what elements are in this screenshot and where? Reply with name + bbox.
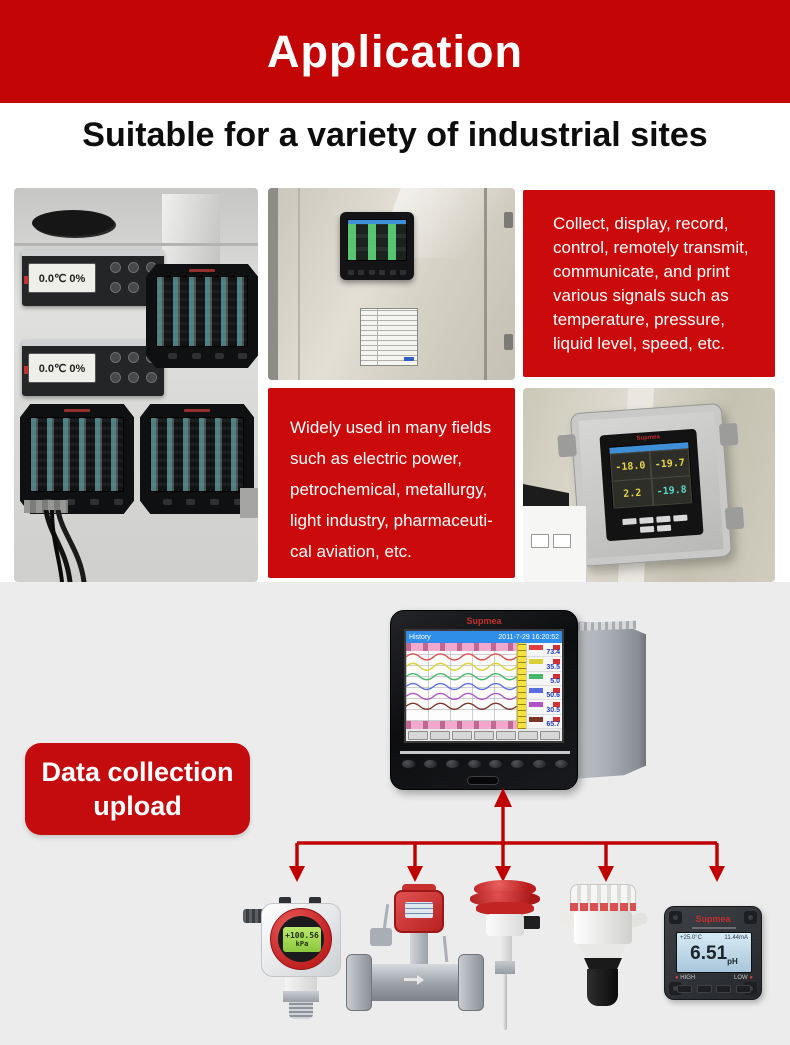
channel-value: 73.4 — [546, 649, 560, 657]
upload-line1: Data collection — [41, 757, 234, 787]
impulse-tube — [443, 936, 449, 962]
taper-section — [578, 944, 628, 958]
ph-display — [676, 932, 752, 973]
pressure-display — [283, 927, 321, 952]
flowmeter-head — [394, 890, 444, 933]
cables — [32, 510, 152, 582]
photo-wall-enclosure — [523, 388, 775, 582]
ph-buttons — [677, 985, 751, 993]
cable-coil — [32, 210, 114, 236]
strip-recorder-display: 0.0℃ 0% — [28, 353, 96, 383]
front-button — [401, 759, 416, 769]
enclosure-recorder-keys — [619, 514, 690, 534]
channel-value: 35.5 — [546, 663, 560, 671]
page-title: Application — [267, 25, 523, 77]
front-button — [467, 759, 482, 769]
channel-row — [527, 715, 562, 729]
high-label: HIGH — [680, 975, 696, 981]
brand-mark — [184, 409, 210, 412]
channel-row — [527, 686, 562, 700]
ph-unit: pH — [727, 956, 738, 966]
recorder-data-screen — [30, 417, 124, 492]
strip-recorder-2 — [22, 340, 164, 396]
chart-header-strip — [406, 643, 517, 651]
red-ring — [570, 903, 636, 911]
recorder-button — [110, 262, 121, 273]
strip-recorder-display: 0.0℃ 0% — [28, 263, 96, 293]
enclosure-recorder-screen — [608, 441, 693, 508]
brand-mark — [189, 269, 215, 272]
ph-button — [677, 985, 692, 993]
channel-color-tag — [529, 645, 543, 650]
touchscreen-recorder-3 — [140, 404, 254, 514]
thermocouple — [462, 880, 552, 1032]
brand-label: Supmea — [636, 434, 661, 442]
enclosure-recorder — [599, 429, 703, 542]
threaded-connector — [289, 1002, 313, 1019]
switch — [553, 534, 571, 548]
panel-seam — [298, 188, 300, 380]
process-neck — [285, 977, 317, 991]
wall-switch-box — [523, 506, 587, 582]
reading-value: -19.7 — [649, 448, 690, 479]
channel-color-tag — [529, 702, 543, 707]
screen-titlebar — [406, 631, 562, 643]
metal-plate — [162, 194, 220, 276]
door-seam — [484, 188, 487, 380]
recorder-button — [146, 372, 157, 383]
panel-recorder-screen — [347, 219, 407, 261]
ph-temperature: +25.0°C — [680, 935, 702, 941]
pressure-value: +100.56 — [285, 931, 319, 940]
front-button — [532, 759, 547, 769]
recorder-rail — [22, 250, 164, 256]
info-text-collect: Collect, display, record, control, remotely transmit, communicate, and print various signals such as temperature, pressure, liquid level, speed, etc. — [553, 214, 749, 353]
display-face — [278, 916, 324, 962]
info-box-widely — [268, 388, 515, 578]
hex-fitting — [495, 961, 515, 974]
model-line — [692, 927, 736, 929]
chart-scale-column — [517, 643, 527, 729]
trend-chart — [406, 643, 517, 729]
channel-value: 30.5 — [546, 706, 560, 714]
ribbed-lid — [570, 884, 636, 904]
recorder-button — [110, 282, 121, 293]
head-collar — [486, 914, 524, 936]
reading-value: 2.2 — [612, 478, 653, 509]
enclosure-clip — [725, 507, 744, 530]
channel-color-tag — [529, 674, 543, 679]
front-button — [445, 759, 460, 769]
recorder-front-bezel — [390, 610, 578, 790]
pipe-flange — [346, 954, 372, 1011]
brand-label: Supmea — [695, 914, 731, 924]
front-button — [423, 759, 438, 769]
front-button — [488, 759, 503, 769]
channel-value: 65.7 — [546, 720, 560, 728]
ph-current: 11.44mA — [724, 935, 748, 941]
strip-recorder-1 — [22, 250, 164, 306]
recorder-button — [128, 352, 139, 363]
bezel-trim — [400, 751, 570, 754]
wall-seam — [14, 243, 258, 246]
chart-plot-area — [406, 651, 517, 721]
channel-value: 50.6 — [546, 692, 560, 700]
sticker-stamp — [404, 357, 414, 361]
extension-stem — [499, 936, 512, 961]
display-bezel — [270, 908, 332, 970]
upload-line2: upload — [93, 791, 182, 821]
ph-controller — [664, 906, 762, 1000]
channel-row — [527, 643, 562, 657]
channel-value: 5.0 — [550, 677, 560, 685]
reading-value: -19.8 — [651, 475, 692, 506]
ph-value: $6.51_{pH}$ — [690, 943, 738, 966]
low-label: LOW — [734, 975, 748, 981]
channel-color-tag — [529, 717, 543, 722]
photo-recorder-wall — [14, 188, 258, 582]
valve-block — [370, 928, 392, 946]
recorder-button — [128, 282, 139, 293]
panel-recorder-keys — [348, 270, 406, 275]
alarm-labels: ● HIGH LOW ● — [675, 975, 753, 981]
meter-body — [574, 911, 632, 944]
info-text-widely: Widely used in many fields such as electric power, petrochemical, metallurgy, light industry, pharmaceuti-cal aviation, etc. — [290, 418, 493, 561]
upload-callout — [25, 743, 250, 835]
page-subtitle: Suitable for a variety of industrial sites — [82, 116, 708, 154]
section-banner — [0, 0, 790, 103]
recorder-button — [110, 352, 121, 363]
recorder-rail — [22, 340, 164, 346]
channel-value-list — [526, 643, 562, 729]
channel-color-tag — [529, 659, 543, 664]
ph-button — [736, 985, 751, 993]
ph-button — [716, 985, 731, 993]
brand-label: Supmea — [466, 616, 502, 626]
channel-label-sticker — [360, 308, 418, 366]
recorder-button — [110, 372, 121, 383]
door-hinge — [504, 212, 513, 228]
switch — [531, 534, 549, 548]
chart-footer-strip — [406, 721, 517, 729]
recorder-button — [128, 262, 139, 273]
front-button-row — [401, 759, 569, 769]
recorder-keys — [163, 499, 243, 508]
brand-mark — [64, 409, 90, 412]
panel-recorder — [340, 212, 414, 280]
trend-curves — [406, 651, 517, 712]
ph-button — [697, 985, 712, 993]
connection-arrows — [280, 780, 740, 890]
reading-value: -18.0 — [610, 451, 651, 482]
recorder-button — [128, 372, 139, 383]
enclosure-hinge — [557, 434, 576, 457]
pressure-transmitter — [243, 897, 353, 1027]
channel-color-tag — [529, 688, 543, 693]
info-box-collect — [523, 190, 775, 377]
front-button — [510, 759, 525, 769]
flowmeter-display — [405, 902, 433, 918]
channel-row — [527, 657, 562, 671]
front-button — [554, 759, 569, 769]
channel-row — [527, 672, 562, 686]
touchscreen-recorder-2 — [20, 404, 134, 514]
door-hinge — [504, 334, 513, 350]
mount-bracket — [240, 488, 258, 518]
recorder-screen — [404, 629, 564, 743]
enclosure — [570, 403, 732, 567]
recorder-data-screen — [150, 417, 244, 492]
support-neck — [410, 933, 428, 966]
screen-datetime: 2011-7-29 16:20:52 — [498, 633, 559, 641]
ultrasonic-level-meter — [560, 884, 648, 1022]
photo-panel-recorder — [268, 188, 515, 380]
paperless-recorder — [388, 608, 656, 794]
transducer-tip — [587, 969, 618, 1006]
hex-fitting — [283, 991, 319, 1002]
touchscreen-recorder-1 — [146, 264, 258, 368]
panel-edge — [268, 188, 278, 380]
probe-rod — [503, 974, 507, 1030]
pressure-unit: kPa — [295, 940, 309, 948]
enclosure-clip — [719, 423, 738, 446]
screen-mode: History — [409, 633, 431, 641]
screen-softkeys — [406, 729, 562, 741]
recorder-keys — [168, 353, 246, 361]
flow-direction-arrow — [404, 978, 418, 981]
recorder-data-screen — [156, 276, 248, 347]
channel-row — [527, 700, 562, 714]
